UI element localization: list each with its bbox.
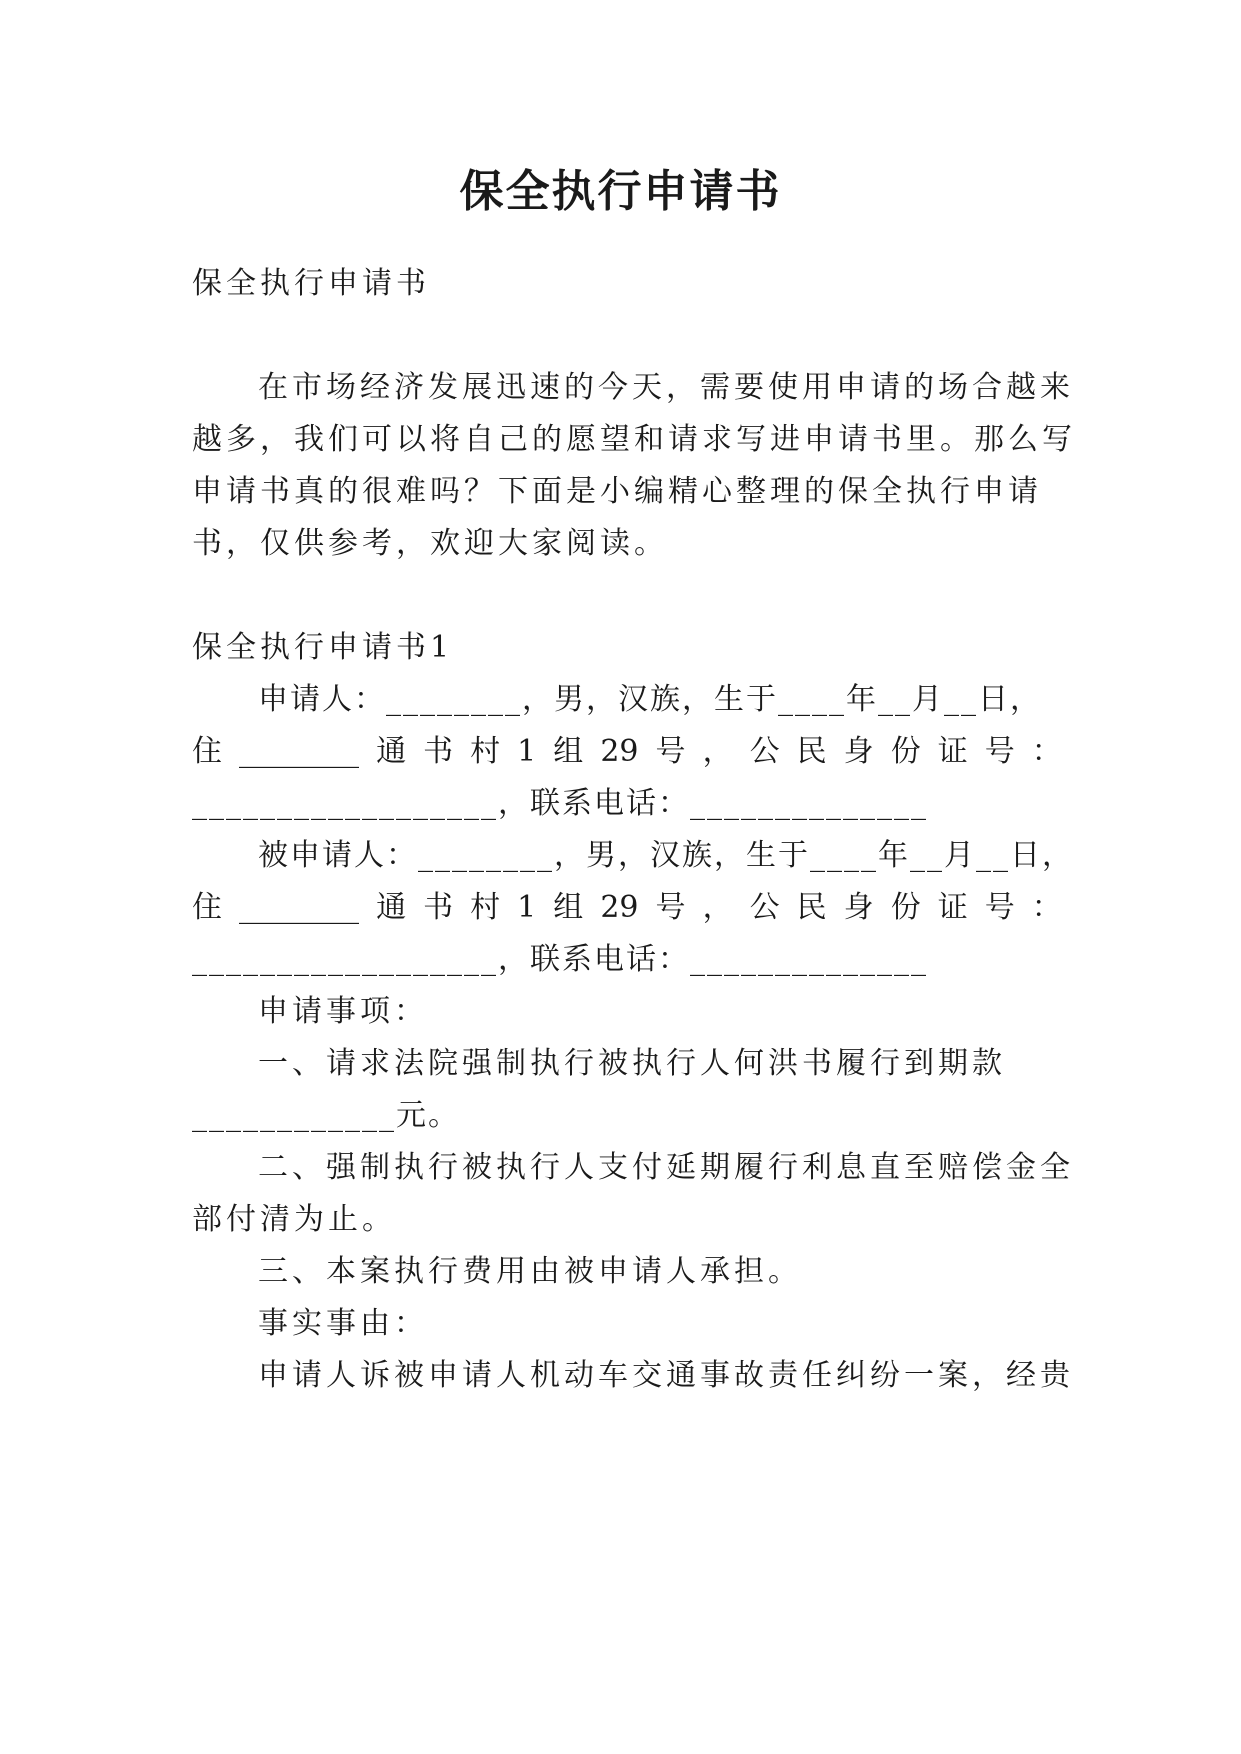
token: 证: [937, 890, 968, 925]
intro-line-3: 申请书真的很难吗？下面是小编精心整理的保全执行申请: [192, 474, 1042, 509]
token: ：: [1031, 890, 1062, 925]
matters-heading: 申请事项：: [258, 994, 428, 1029]
token: ：: [1031, 734, 1062, 769]
applicant-line-3: __________________，联系电话：______________: [192, 786, 928, 821]
token: 29: [600, 734, 639, 769]
token: 村: [470, 890, 501, 925]
token: 1: [517, 890, 537, 925]
token: 组: [553, 890, 584, 925]
token: 民: [796, 734, 827, 769]
intro-line-1: 在市场经济发展迅速的今天，需要使用申请的场合越来: [258, 370, 1074, 405]
respondent-line-1: 被申请人：________，男，汉族，生于____年__月__日，: [258, 838, 1074, 873]
token: 号: [655, 734, 686, 769]
intro-line-2: 越多，我们可以将自己的愿望和请求写进申请书里。那么写: [192, 422, 1076, 457]
token: ，: [702, 734, 733, 769]
token: 份: [890, 890, 921, 925]
token: ，: [702, 890, 733, 925]
facts-heading: 事实事由：: [258, 1306, 428, 1341]
token: 身: [843, 734, 874, 769]
token: ________: [239, 734, 360, 769]
token: 1: [517, 734, 537, 769]
intro-line-4: 书，仅供参考，欢迎大家阅读。: [192, 526, 668, 561]
token: 民: [796, 890, 827, 925]
token: 住: [192, 890, 222, 925]
matter-2-line-2: 部付清为止。: [192, 1202, 396, 1237]
token: 公: [749, 734, 780, 769]
token: 书: [423, 734, 454, 769]
token: 份: [890, 734, 921, 769]
document-subtitle: 保全执行申请书: [192, 266, 430, 301]
token: 证: [937, 734, 968, 769]
token: 身: [843, 890, 874, 925]
token: 公: [749, 890, 780, 925]
token: 通: [376, 734, 407, 769]
token: 号: [984, 734, 1015, 769]
token: 组: [553, 734, 584, 769]
token: 29: [600, 890, 639, 925]
respondent-line-2: [192, 888, 1062, 928]
token: 号: [655, 890, 686, 925]
token: 书: [423, 890, 454, 925]
token: 通: [376, 890, 407, 925]
matter-1-line-2: ____________元。: [192, 1098, 460, 1133]
matter-2-line-1: 二、强制执行被执行人支付延期履行利息直至赔偿金全: [258, 1150, 1074, 1185]
token: 住: [192, 734, 222, 769]
matter-1-line-1: 一、请求法院强制执行被执行人何洪书履行到期款: [258, 1046, 1006, 1081]
token: 村: [470, 734, 501, 769]
respondent-line-3: __________________，联系电话：______________: [192, 942, 928, 977]
applicant-line-2: [192, 732, 1062, 772]
matter-3: 三、本案执行费用由被申请人承担。: [258, 1254, 802, 1289]
token: ________: [239, 890, 360, 925]
document-title: 保全执行申请书: [459, 166, 782, 217]
applicant-line-1: 申请人：________，男，汉族，生于____年__月__日，: [258, 682, 1042, 717]
token: 号: [984, 890, 1015, 925]
section-heading: 保全执行申请书1: [192, 630, 454, 665]
facts-line-1: 申请人诉被申请人机动车交通事故责任纠纷一案，经贵: [258, 1358, 1074, 1393]
